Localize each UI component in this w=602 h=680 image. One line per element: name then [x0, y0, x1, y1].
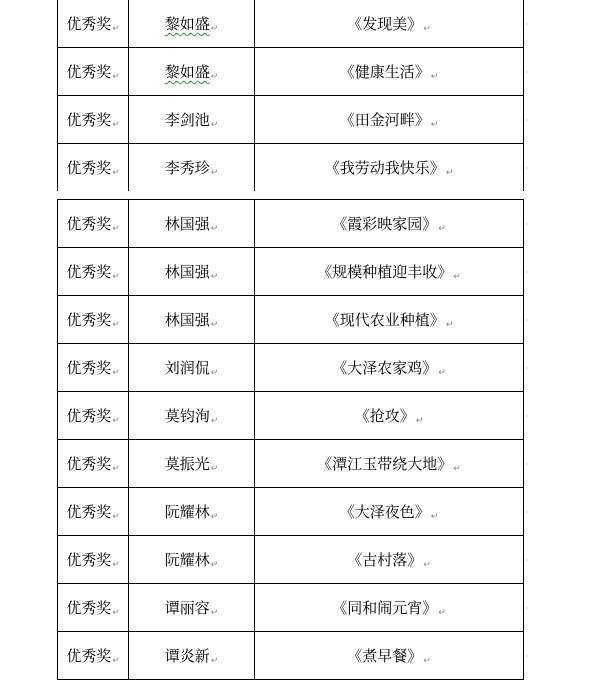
table-row	[58, 144, 524, 192]
paragraph-mark-icon: ↵	[453, 464, 461, 474]
paragraph-mark-icon: ↵	[112, 72, 120, 82]
author-name: 阮耀林	[164, 503, 210, 521]
author-name: 刘润侃	[164, 359, 210, 377]
end-of-row-mark-icon: ·	[525, 604, 528, 613]
award-table-1-body	[58, 0, 528, 191]
paragraph-mark-icon: ↵	[445, 168, 454, 178]
award-cell	[58, 392, 129, 440]
work-title-cell	[255, 632, 528, 680]
paragraph-mark-icon: ↵	[112, 512, 120, 522]
author-name: 林国强	[164, 311, 210, 329]
work-title-cell	[255, 488, 528, 536]
work-title: 《同和闹元宵》	[332, 599, 438, 617]
paragraph-mark-icon: ↵	[210, 512, 219, 522]
paragraph-mark-icon: ↵	[112, 320, 120, 330]
work-title-cell	[255, 48, 528, 96]
table-row	[58, 344, 524, 392]
paragraph-mark-icon: ↵	[453, 272, 461, 282]
work-title: 《大泽夜色》	[339, 503, 430, 521]
award-level: 优秀奖	[66, 63, 112, 81]
end-of-row-mark-icon: ·	[525, 460, 528, 469]
award-cell	[58, 248, 129, 296]
award-table-part-1	[57, 0, 528, 191]
work-title: 《煮早餐》	[347, 647, 423, 665]
table-row	[58, 248, 524, 296]
author-cell	[129, 584, 255, 632]
paragraph-mark-icon: ↵	[210, 24, 219, 34]
paragraph-mark-icon: ↵	[210, 656, 219, 666]
paragraph-mark-icon: ↵	[415, 416, 424, 426]
paragraph-mark-icon: ↵	[210, 320, 219, 330]
author-name: 谭炎新	[164, 647, 210, 665]
paragraph-mark-icon: ↵	[445, 320, 454, 330]
award-level: 优秀奖	[66, 215, 112, 233]
table-row	[58, 296, 524, 344]
table-row	[58, 0, 524, 48]
end-of-row-mark-icon: ·	[525, 364, 528, 373]
author-name: 林国强	[164, 263, 210, 281]
work-title: 《发现美》	[347, 15, 423, 33]
paragraph-mark-icon: ↵	[210, 272, 219, 282]
end-of-row-mark-icon: ·	[525, 556, 528, 565]
award-cell	[58, 536, 129, 584]
award-level: 优秀奖	[66, 503, 112, 521]
author-name: 李剑池	[164, 111, 210, 129]
work-title: 《大泽农家鸡》	[332, 359, 438, 377]
table-row	[58, 536, 524, 584]
paragraph-mark-icon: ↵	[112, 120, 120, 130]
award-cell	[58, 0, 129, 48]
paragraph-mark-icon: ↵	[210, 464, 219, 474]
award-level: 优秀奖	[66, 359, 112, 377]
author-cell	[129, 488, 255, 536]
award-cell	[58, 96, 129, 144]
paragraph-mark-icon: ↵	[112, 656, 120, 666]
work-title-cell	[255, 200, 528, 248]
paragraph-mark-icon: ↵	[210, 120, 219, 130]
work-title: 《我劳动我快乐》	[324, 159, 445, 177]
paragraph-mark-icon: ↵	[438, 608, 446, 618]
author-cell	[129, 0, 255, 48]
paragraph-mark-icon: ↵	[430, 72, 439, 82]
work-title: 《古村落》	[347, 551, 423, 569]
paragraph-mark-icon: ↵	[112, 168, 120, 178]
paragraph-mark-icon: ↵	[112, 416, 120, 426]
end-of-row-mark-icon: ·	[525, 68, 528, 77]
author-name: 莫钧洵	[164, 407, 210, 425]
paragraph-mark-icon: ↵	[430, 120, 439, 130]
award-level: 优秀奖	[66, 311, 112, 329]
author-cell	[129, 344, 255, 392]
work-title-cell	[255, 440, 528, 488]
author-cell	[129, 48, 255, 96]
award-level: 优秀奖	[66, 407, 112, 425]
award-cell	[58, 488, 129, 536]
author-name: 黎如盛	[164, 15, 210, 33]
paragraph-mark-icon: ↵	[112, 560, 120, 570]
author-cell	[129, 96, 255, 144]
award-cell	[58, 440, 129, 488]
work-title-cell	[255, 144, 528, 192]
paragraph-mark-icon: ↵	[423, 560, 431, 570]
author-cell	[129, 440, 255, 488]
work-title-cell	[255, 344, 528, 392]
paragraph-mark-icon: ↵	[423, 656, 431, 666]
award-table-2-body	[58, 200, 528, 680]
table-row	[58, 584, 524, 632]
paragraph-mark-icon: ↵	[112, 272, 120, 282]
work-title-cell	[255, 248, 528, 296]
author-cell	[129, 144, 255, 192]
paragraph-mark-icon: ↵	[210, 224, 219, 234]
work-title: 《现代农业种植》	[324, 311, 445, 329]
end-of-row-mark-icon: ·	[525, 20, 528, 29]
work-title: 《健康生活》	[339, 63, 430, 81]
paragraph-mark-icon: ↵	[210, 168, 219, 178]
award-level: 优秀奖	[66, 551, 112, 569]
table-row	[58, 96, 524, 144]
author-cell	[129, 536, 255, 584]
author-name: 李秀珍	[164, 159, 210, 177]
paragraph-mark-icon: ↵	[112, 464, 120, 474]
work-title-cell	[255, 536, 528, 584]
end-of-row-mark-icon: ·	[525, 164, 528, 173]
table-row	[58, 392, 524, 440]
award-level: 优秀奖	[66, 15, 112, 33]
award-level: 优秀奖	[66, 263, 112, 281]
table-row	[58, 488, 524, 536]
paragraph-mark-icon: ↵	[210, 560, 219, 570]
table-row	[58, 48, 524, 96]
work-title-cell	[255, 584, 528, 632]
work-title: 《潭江玉带绕大地》	[317, 455, 453, 473]
paragraph-mark-icon: ↵	[210, 416, 219, 426]
author-name: 莫振光	[164, 455, 210, 473]
end-of-row-mark-icon: ·	[525, 220, 528, 229]
author-cell	[129, 200, 255, 248]
award-level: 优秀奖	[66, 159, 112, 177]
work-title: 《规模种植迎丰收》	[317, 263, 453, 281]
work-title-cell	[255, 0, 528, 48]
author-cell	[129, 392, 255, 440]
work-title: 《抢攻》	[354, 407, 415, 425]
paragraph-mark-icon: ↵	[438, 224, 446, 234]
award-cell	[58, 344, 129, 392]
author-cell	[129, 248, 255, 296]
end-of-row-mark-icon: ·	[525, 508, 528, 517]
work-title: 《霞彩映家园》	[332, 215, 438, 233]
award-level: 优秀奖	[66, 455, 112, 473]
author-cell	[129, 632, 255, 680]
paragraph-mark-icon: ↵	[430, 512, 439, 522]
table-row	[58, 200, 524, 248]
author-name: 阮耀林	[164, 551, 210, 569]
paragraph-mark-icon: ↵	[438, 368, 446, 378]
author-name: 黎如盛	[164, 63, 210, 81]
award-level: 优秀奖	[66, 599, 112, 617]
paragraph-mark-icon: ↵	[112, 24, 120, 34]
table-row	[58, 632, 524, 680]
end-of-row-mark-icon: ·	[525, 652, 528, 661]
award-cell	[58, 144, 129, 192]
author-name: 林国强	[164, 215, 210, 233]
award-cell	[58, 584, 129, 632]
work-title-cell	[255, 96, 528, 144]
award-level: 优秀奖	[66, 111, 112, 129]
table-row	[58, 440, 524, 488]
award-cell	[58, 48, 129, 96]
paragraph-mark-icon: ↵	[423, 24, 431, 34]
work-title-cell	[255, 296, 528, 344]
award-cell	[58, 200, 129, 248]
end-of-row-mark-icon: ·	[525, 412, 528, 421]
paragraph-mark-icon: ↵	[210, 72, 219, 82]
paragraph-mark-icon: ↵	[112, 368, 120, 378]
author-cell	[129, 296, 255, 344]
award-level: 优秀奖	[66, 647, 112, 665]
paragraph-mark-icon: ↵	[210, 368, 219, 378]
work-title-cell	[255, 392, 528, 440]
award-cell	[58, 296, 129, 344]
end-of-row-mark-icon: ·	[525, 268, 528, 277]
paragraph-mark-icon: ↵	[112, 224, 120, 234]
work-title: 《田金河畔》	[339, 111, 430, 129]
award-table-part-2	[57, 199, 528, 680]
end-of-row-mark-icon: ·	[525, 116, 528, 125]
paragraph-mark-icon: ↵	[210, 608, 219, 618]
paragraph-mark-icon: ↵	[112, 608, 120, 618]
author-name: 谭丽容	[164, 599, 210, 617]
end-of-row-mark-icon: ·	[525, 316, 528, 325]
award-cell	[58, 632, 129, 680]
